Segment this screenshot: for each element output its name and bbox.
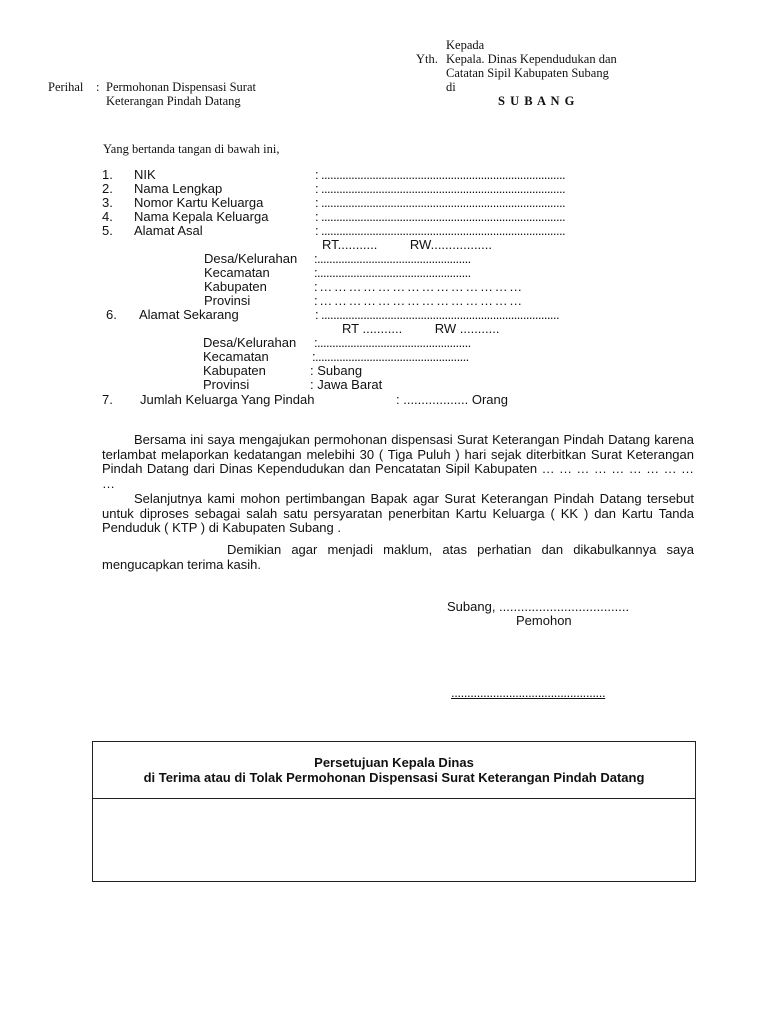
field-6-num: 6. bbox=[106, 307, 117, 322]
approval-title: Persetujuan Kepala Dinas bbox=[314, 755, 474, 770]
asal-kab-label: Kabupaten bbox=[204, 279, 267, 294]
field-6-label: Alamat Sekarang bbox=[139, 307, 239, 322]
asal-prov-label: Provinsi bbox=[204, 293, 251, 308]
sekarang-kec-label: Kecamatan bbox=[203, 349, 269, 364]
recipient-yth: Yth. bbox=[416, 52, 438, 66]
field-1-label: NIK bbox=[134, 167, 156, 182]
field-2-num: 2. bbox=[102, 181, 113, 196]
field-3-label: Nomor Kartu Keluarga bbox=[134, 195, 264, 210]
sekarang-kec-value: :................................................... bbox=[312, 349, 469, 364]
field-3-num: 3. bbox=[102, 195, 113, 210]
field-1-value: : ................................................................................. bbox=[315, 167, 565, 182]
recipient-line1: Kepala. Dinas Kependudukan dan bbox=[446, 52, 617, 66]
sekarang-kab-value: : Subang bbox=[310, 363, 363, 378]
asal-desa-label: Desa/Kelurahan bbox=[204, 251, 298, 266]
recipient-di: di bbox=[446, 80, 456, 94]
sekarang-desa-label: Desa/Kelurahan bbox=[203, 335, 297, 350]
field-7-value: : .................. Orang bbox=[396, 392, 508, 407]
field-7-label: Jumlah Keluarga Yang Pindah bbox=[140, 392, 315, 407]
perihal-line1: Permohonan Dispensasi Surat bbox=[106, 80, 256, 94]
signature-role: Pemohon bbox=[516, 613, 572, 628]
field-4-num: 4. bbox=[102, 209, 113, 224]
intro-text: Yang bertanda tangan di bawah ini, bbox=[103, 142, 280, 156]
sekarang-prov-label: Provinsi bbox=[203, 377, 250, 392]
field-6-value: : ............................................................................... bbox=[315, 307, 559, 322]
approval-subtitle: di Terima atau di Tolak Permohonan Dispensasi Surat Keterangan Pindah Datang bbox=[143, 770, 645, 785]
recipient-line2: Catatan Sipil Kabupaten Subang bbox=[446, 66, 609, 80]
approval-header bbox=[93, 742, 695, 799]
paragraph-1: Bersama ini saya mengajukan permohonan dispensasi Surat Keterangan Pindah Datang karena terlambat melaporkan kedatangan melebihi 30 ( Tiga Puluh ) hari sejak diterbitkan Surat Keterangan Pindah Datang dari Dinas Kependudukan dan Pencatatan Sipil Kabupaten … … … … … … … … … … bbox=[102, 432, 694, 491]
recipient-kepada: Kepada bbox=[446, 38, 485, 52]
field-5-value: : ................................................................................. bbox=[315, 223, 565, 238]
field-5-label: Alamat Asal bbox=[134, 223, 203, 238]
perihal-line2: Keterangan Pindah Datang bbox=[106, 94, 241, 108]
field-3-value: : ................................................................................. bbox=[315, 195, 565, 210]
field-4-value: : ................................................................................. bbox=[315, 209, 565, 224]
sekarang-rt-rw: RT ........... RW ........... bbox=[342, 321, 500, 336]
sekarang-kab-label: Kabupaten bbox=[203, 363, 266, 378]
field-7-num: 7. bbox=[102, 392, 113, 407]
sekarang-prov-value: : Jawa Barat bbox=[310, 377, 383, 392]
field-4-label: Nama Kepala Keluarga bbox=[134, 209, 269, 224]
asal-kab-value: : … … … … … … … … … … … … … … bbox=[314, 279, 522, 294]
field-5-num: 5. bbox=[102, 223, 113, 238]
signature-line: ................................................ bbox=[451, 685, 606, 700]
sekarang-desa-value: :................................................... bbox=[314, 335, 471, 350]
field-2-label: Nama Lengkap bbox=[134, 181, 223, 196]
perihal-label: Perihal bbox=[48, 80, 84, 94]
signature-place-date: Subang, .................................... bbox=[447, 599, 630, 614]
approval-box bbox=[92, 741, 696, 882]
asal-kec-label: Kecamatan bbox=[204, 265, 270, 280]
asal-prov-value: : … … … … … … … … … … … … … … bbox=[314, 293, 522, 308]
field-1-num: 1. bbox=[102, 167, 113, 182]
asal-kec-value: :................................................... bbox=[314, 265, 471, 280]
paragraph-3: Demikian agar menjadi maklum, atas perhatian dan dikabulkannya saya mengucapkan terima kasih. bbox=[102, 542, 694, 572]
field-2-value: : ................................................................................. bbox=[315, 181, 565, 196]
perihal-colon: : bbox=[96, 80, 100, 94]
asal-desa-value: :................................................... bbox=[314, 251, 471, 266]
asal-rt-rw: RT........... RW................. bbox=[322, 237, 492, 252]
recipient-city: S U B A N G bbox=[498, 94, 576, 108]
paragraph-2: Selanjutnya kami mohon pertimbangan Bapak agar Surat Keterangan Pindah Datang tersebut untuk diproses sebagai salah satu persyaratan penerbitan Kartu Keluarga ( KK ) dan Kartu Tanda Penduduk ( KTP ) di Kabupaten Subang . bbox=[102, 491, 694, 535]
